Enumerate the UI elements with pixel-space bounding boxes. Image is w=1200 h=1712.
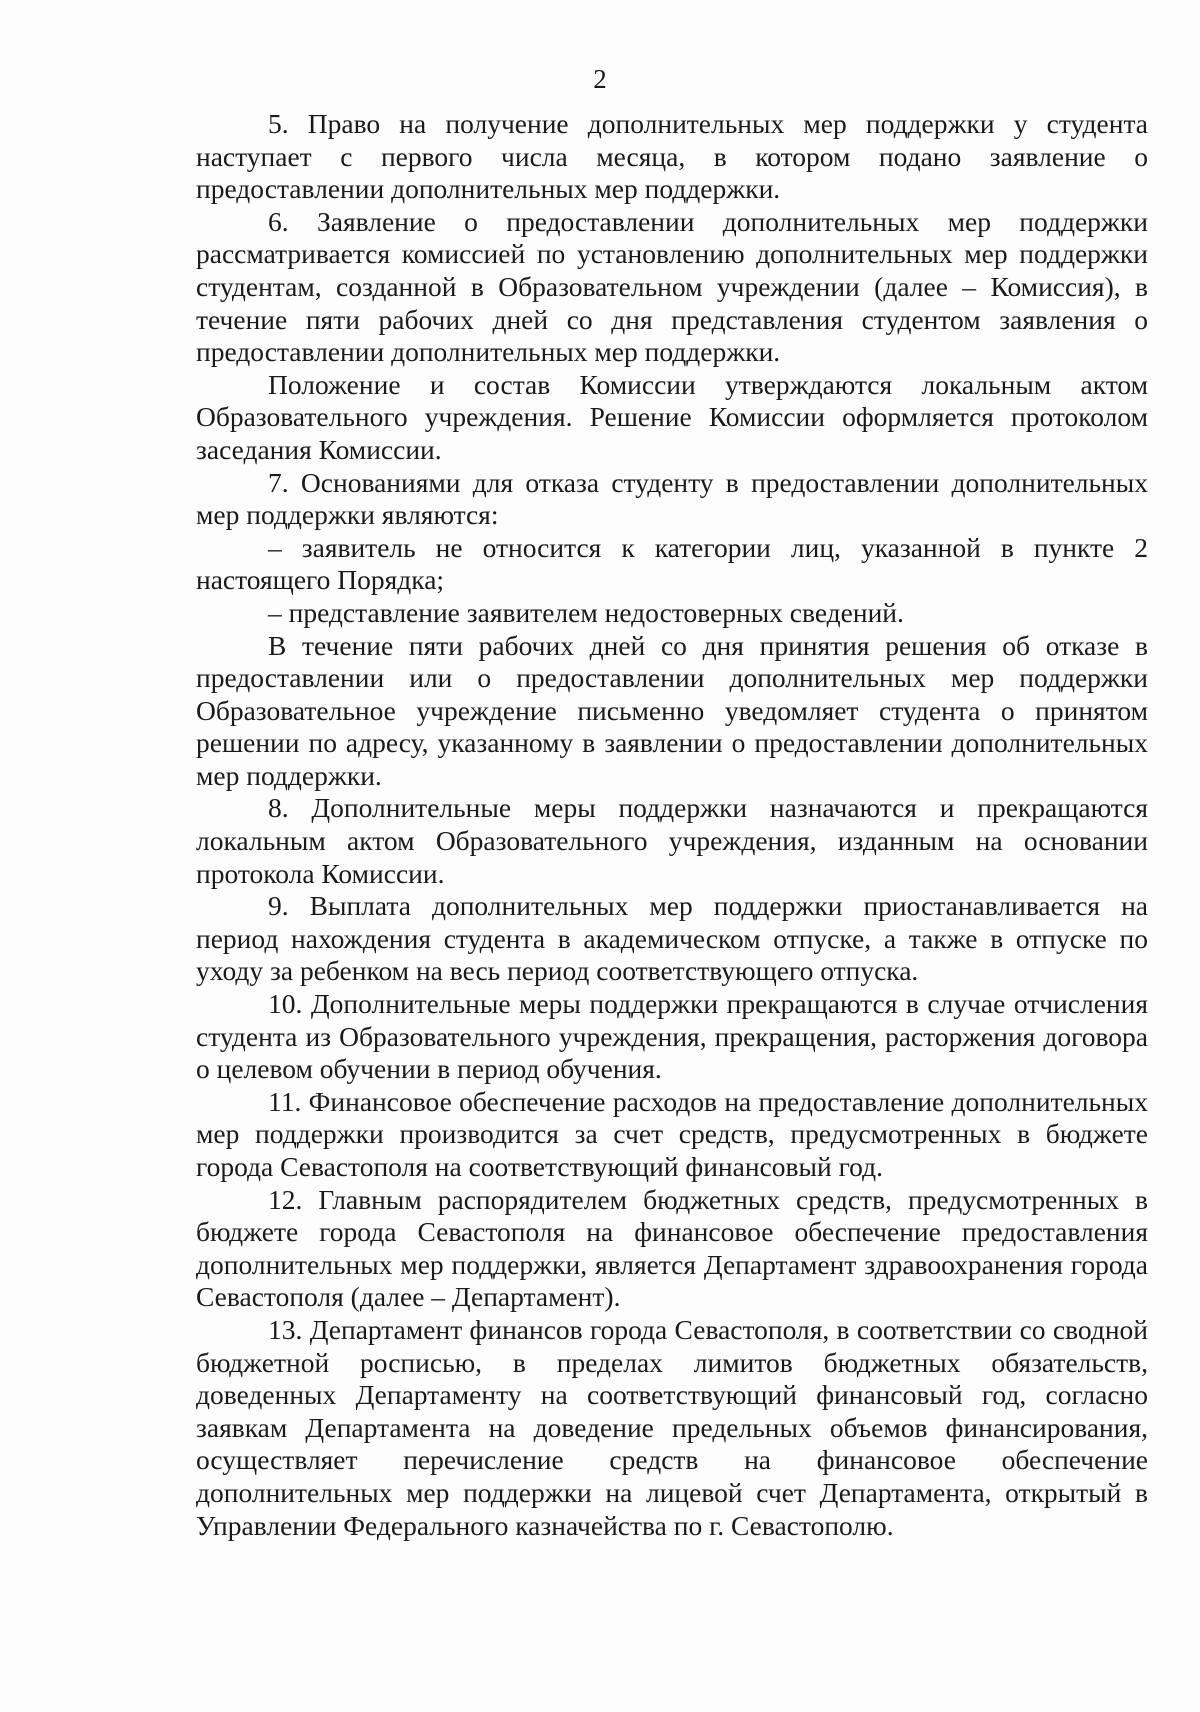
page-number: 2 xyxy=(593,64,607,94)
paragraph-13: 13. Департамент финансов города Севастополя, в соответствии со сводной бюджетной росписью, в пределах лимитов бюджетных обязательств, доведенных Департаменту на соответствующий финансовый год, согласно заявкам Департамента на доведение предельных объемов финансирования, осуществляет перечисление средств на финансовое обеспечение дополнительных мер поддержки на лицевой счет Департамента, открытый в Управлении Федерального казначейства по г. Севастополю. xyxy=(196,1313,1148,1541)
paragraph-10: 10. Дополнительные меры поддержки прекращаются в случае отчисления студента из Образовательного учреждения, прекращения, расторжения договора о целевом обучении в период обучения. xyxy=(196,988,1148,1085)
paragraph-6: 6. Заявление о предоставлении дополнительных мер поддержки рассматривается комиссией по установлению дополнительных мер поддержки студентам, созданной в Образовательном учреждении (далее – Комиссия), в течение пяти рабочих дней со дня представления студентом заявления о предоставлении дополнительных мер поддержки. xyxy=(196,205,1148,368)
paragraph-12: 12. Главным распорядителем бюджетных средств, предусмотренных в бюджете города Севастополя на финансовое обеспечение предоставления дополнительных мер поддержки, является Департамент здравоохранения города Севастополя (далее – Департамент). xyxy=(196,1183,1148,1313)
paragraph-notification: В течение пяти рабочих дней со дня принятия решения об отказе в предоставлении или о предоставлении дополнительных мер поддержки Образовательное учреждение письменно уведомляет студента о принятом решении по адресу, указанному в заявлении о предоставлении дополнительных мер поддержки. xyxy=(196,629,1148,791)
paragraph-5: 5. Право на получение дополнительных мер поддержки у студента наступает с первого числа месяца, в котором подано заявление о предоставлении дополнительных мер поддержки. xyxy=(196,108,1148,205)
paragraph-commission-regulation: Положение и состав Комиссии утверждаются локальным актом Образовательного учреждения. Решение Комиссии оформляется протоколом заседания Комиссии. xyxy=(196,368,1148,465)
document-body xyxy=(196,108,1148,1542)
list-item-refusal-ground-1: – заявитель не относится к категории лиц, указанной в пункте 2 настоящего Порядка; xyxy=(196,531,1148,596)
paragraph-8: 8. Дополнительные меры поддержки назначаются и прекращаются локальным актом Образовательного учреждения, изданным на основании протокола Комиссии. xyxy=(196,792,1148,889)
paragraph-11: 11. Финансовое обеспечение расходов на предоставление дополнительных мер поддержки производится за счет средств, предусмотренных в бюджете города Севастополя на соответствующий финансовый год. xyxy=(196,1085,1148,1182)
paragraph-9: 9. Выплата дополнительных мер поддержки приостанавливается на период нахождения студента в академическом отпуске, а также в отпуске по уходу за ребенком на весь период соответствующего отпуска. xyxy=(196,890,1148,987)
paragraph-7: 7. Основаниями для отказа студенту в предоставлении дополнительных мер поддержки являются: xyxy=(196,466,1148,531)
list-item-refusal-ground-2: – представление заявителем недостоверных сведений. xyxy=(268,596,904,628)
